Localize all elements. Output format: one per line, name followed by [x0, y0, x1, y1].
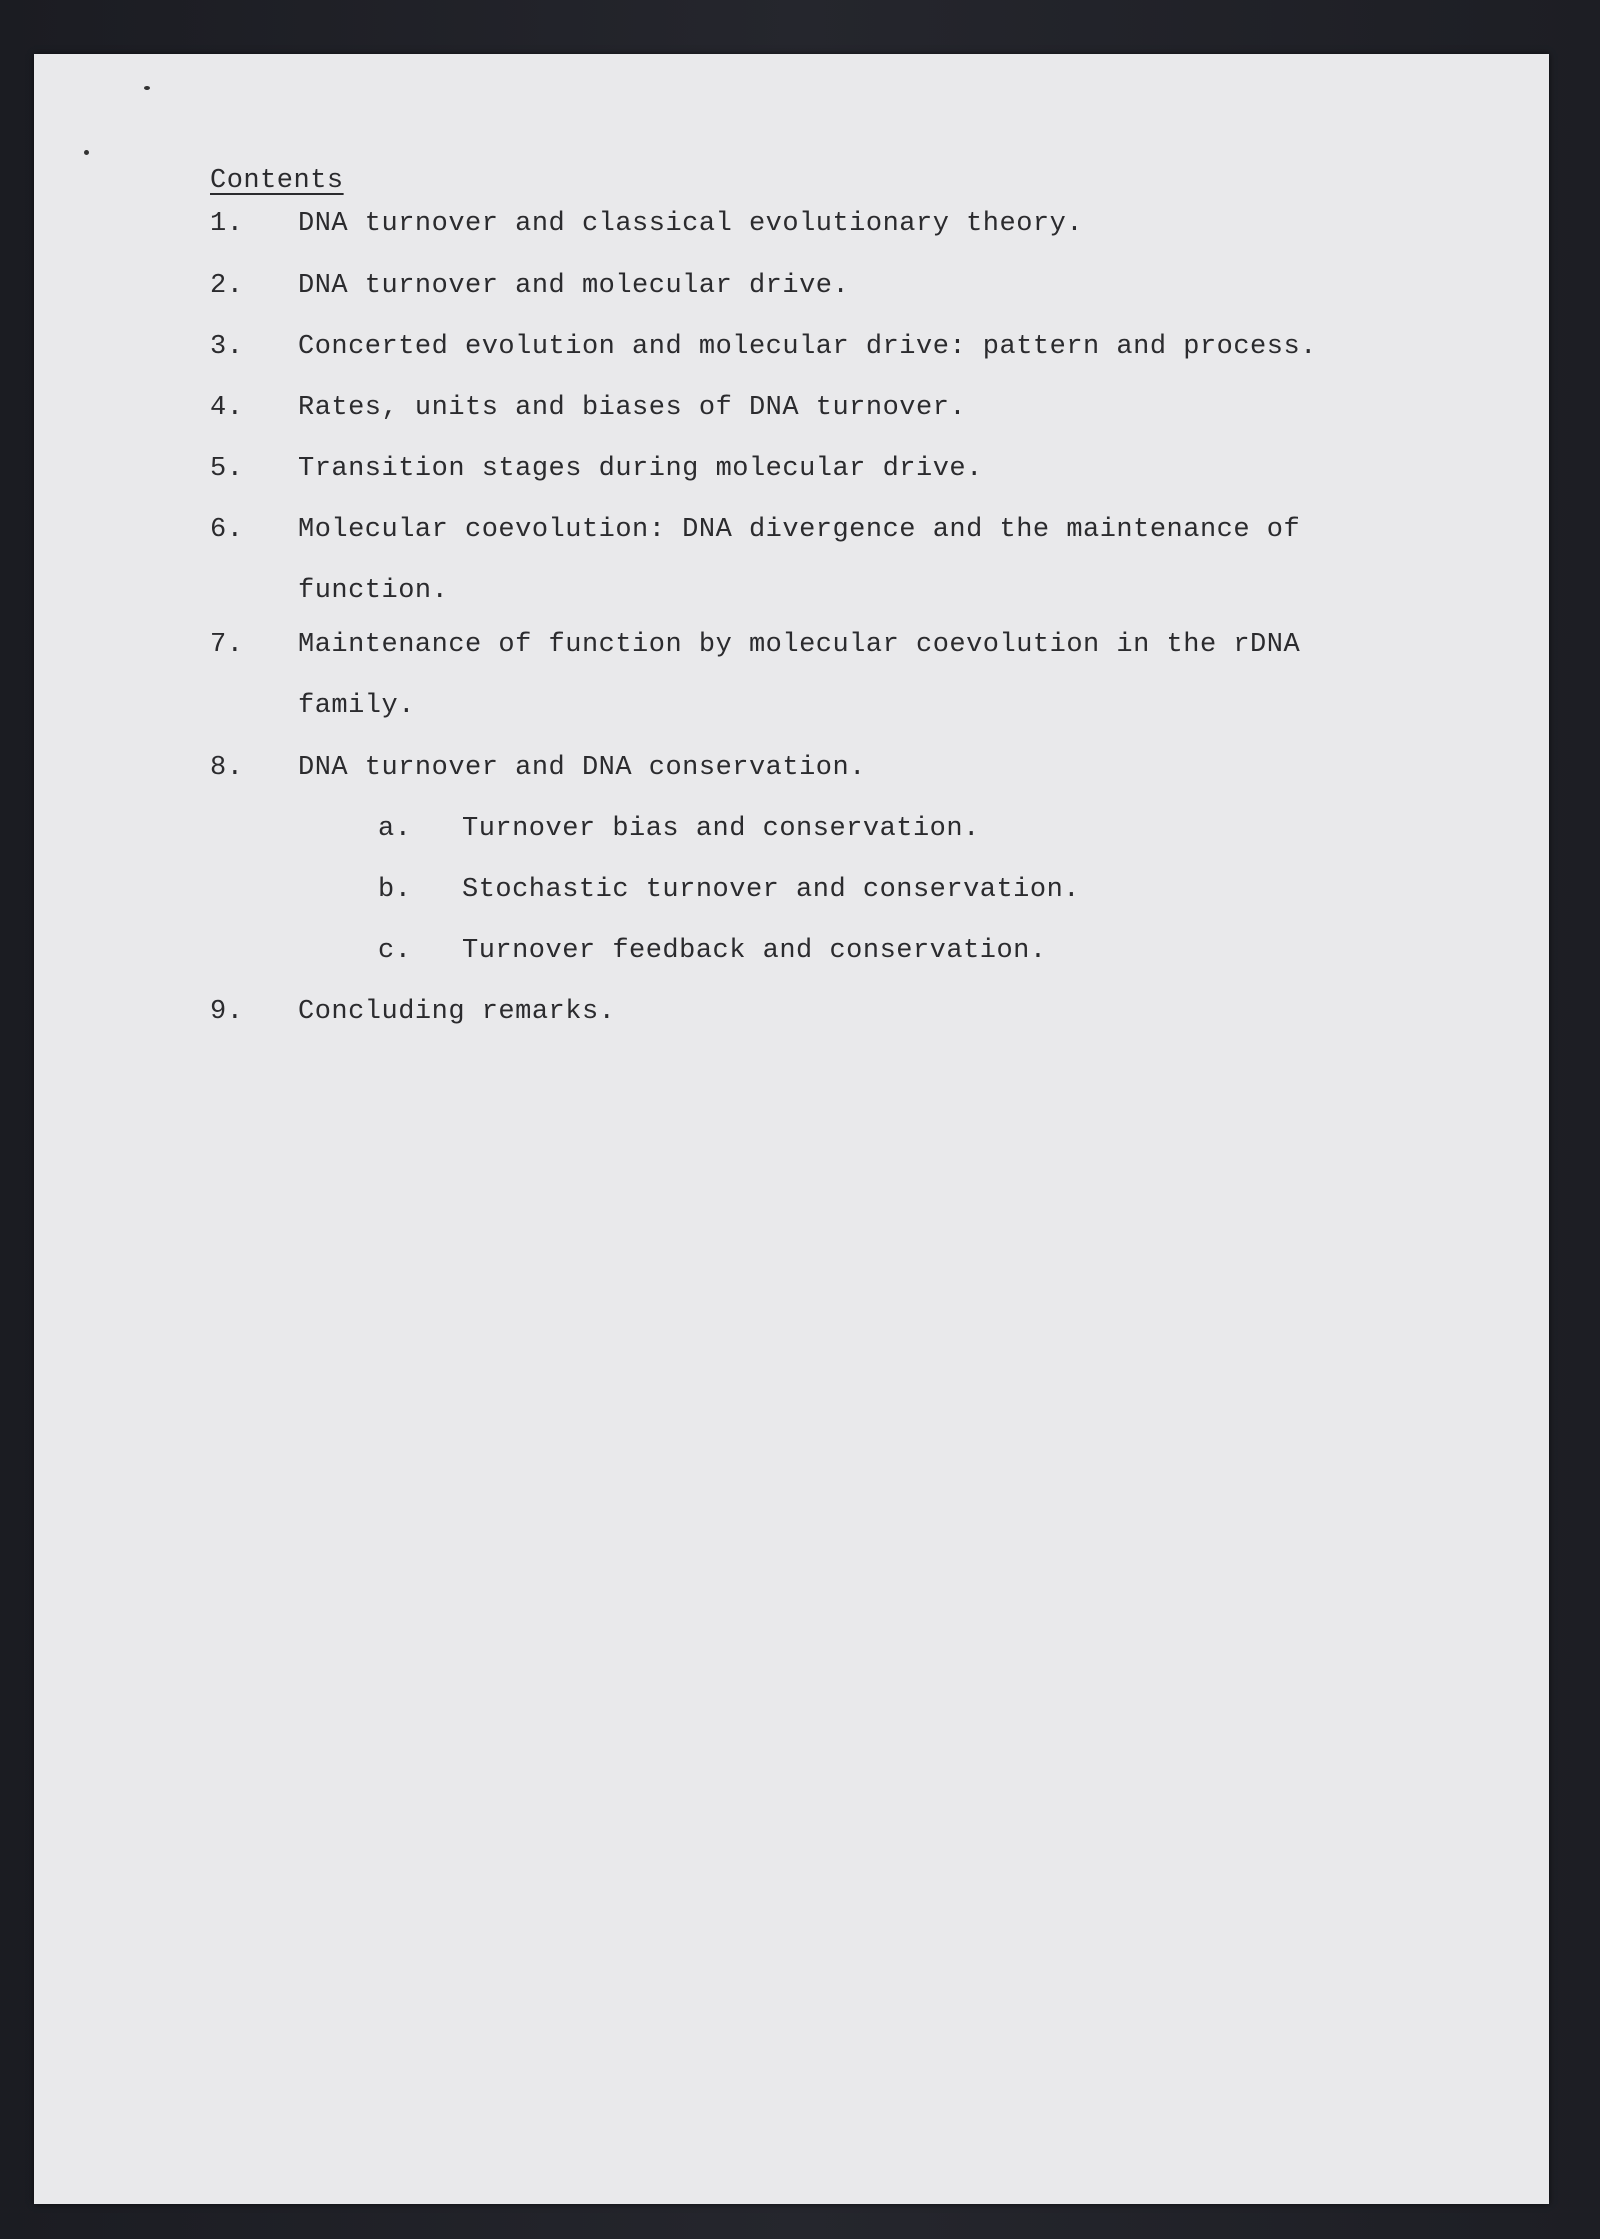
item-text: DNA turnover and molecular drive.: [298, 271, 850, 301]
item-text: DNA turnover and classical evolutionary theory.: [298, 209, 1084, 239]
item-number: 8.: [210, 753, 244, 783]
contents-page: [34, 54, 1549, 2204]
item-number: 9.: [210, 997, 244, 1027]
item-text: Concluding remarks.: [298, 997, 616, 1027]
item-number: 4.: [210, 393, 244, 423]
item-text: Molecular coevolution: DNA divergence and the maintenance of: [298, 515, 1301, 545]
item-number: 7.: [210, 630, 244, 660]
subitem-letter: c.: [378, 936, 412, 966]
subitem-letter: b.: [378, 875, 412, 905]
item-text: Rates, units and biases of DNA turnover.: [298, 393, 967, 423]
subitem-text: Stochastic turnover and conservation.: [462, 875, 1080, 905]
subitem-letter: a.: [378, 814, 412, 844]
item-number: 3.: [210, 332, 244, 362]
subitem-text: Turnover feedback and conservation.: [462, 936, 1047, 966]
item-number: 2.: [210, 271, 244, 301]
item-text-continuation: family.: [298, 691, 415, 721]
item-number: 1.: [210, 209, 244, 239]
item-number: 5.: [210, 454, 244, 484]
subitem-text: Turnover bias and conservation.: [462, 814, 980, 844]
item-number: 6.: [210, 515, 244, 545]
contents-heading: Contents: [210, 166, 344, 196]
item-text: Concerted evolution and molecular drive: pattern and process.: [298, 332, 1317, 362]
document-page: [34, 54, 1549, 2204]
item-text: DNA turnover and DNA conservation.: [298, 753, 866, 783]
item-text: Maintenance of function by molecular coevolution in the rDNA: [298, 630, 1301, 660]
item-text: Transition stages during molecular drive.: [298, 454, 983, 484]
item-text-continuation: function.: [298, 576, 449, 606]
